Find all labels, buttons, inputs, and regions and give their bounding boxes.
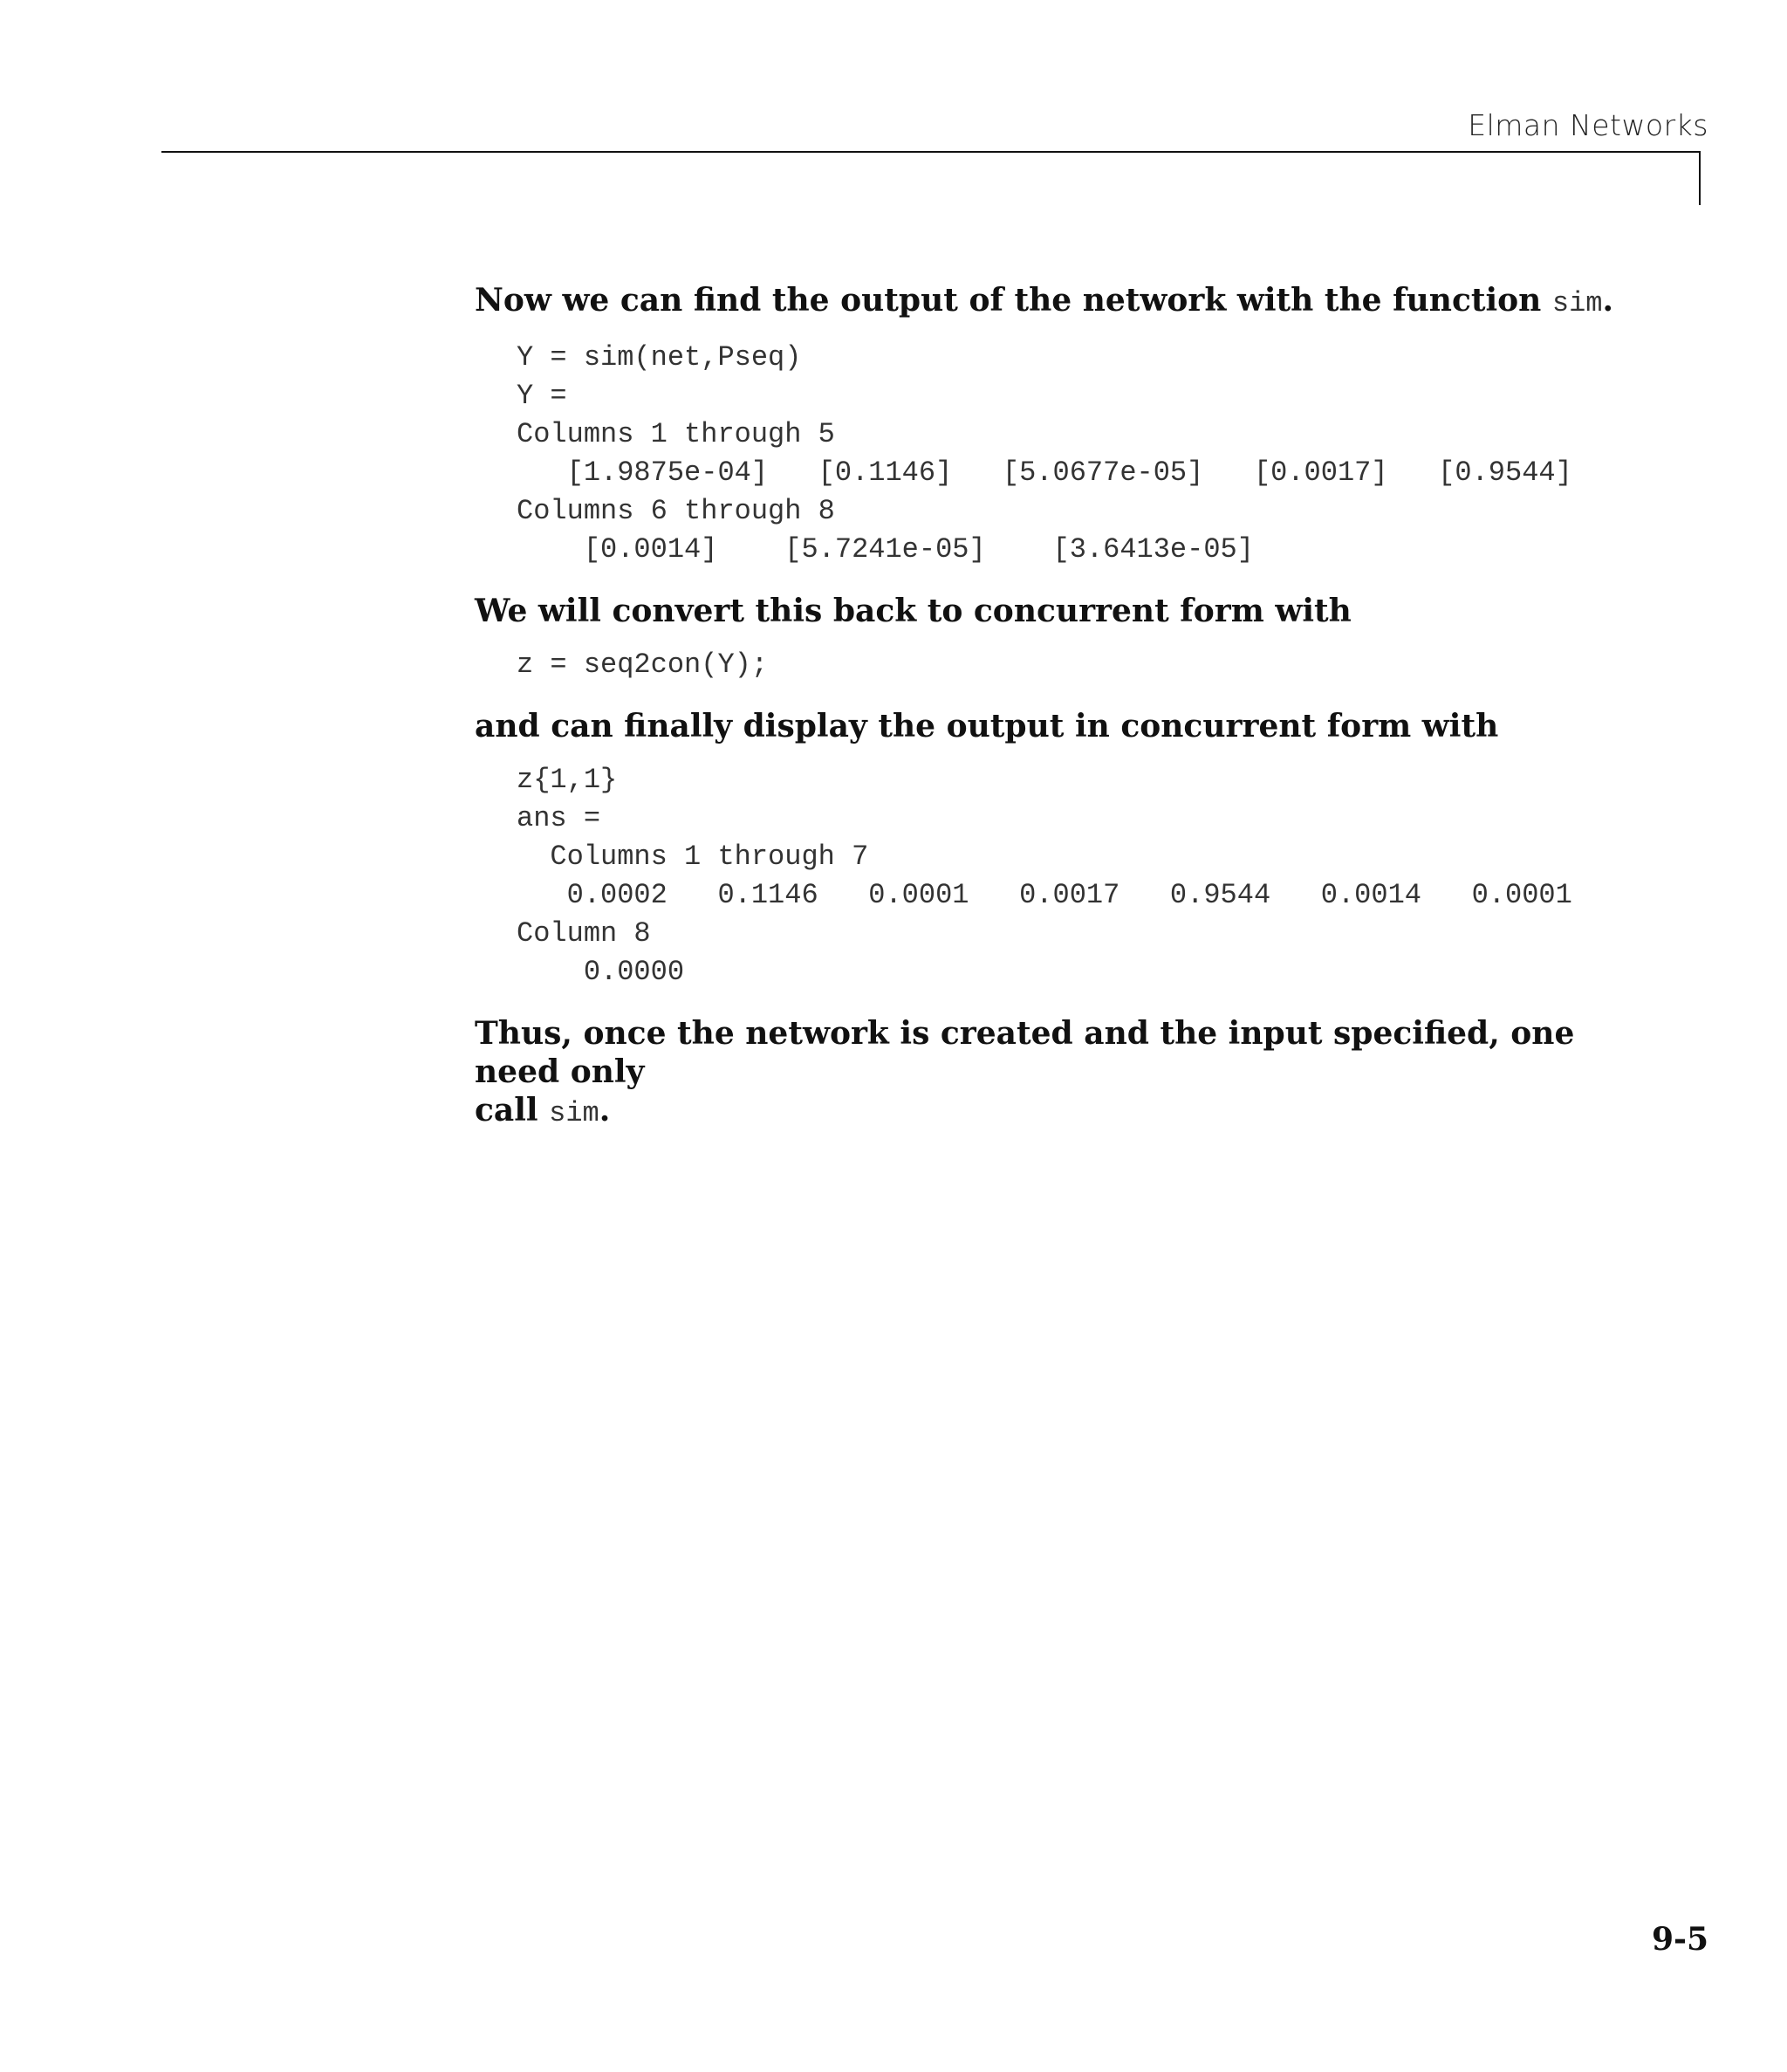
code-block-sim-output bbox=[475, 339, 1635, 569]
code-line: 0.0002 0.1146 0.0001 0.0017 0.9544 0.0014 0.0001 bbox=[517, 879, 1572, 911]
paragraph-text: call bbox=[475, 1092, 550, 1129]
code-line: [1.9875e-04] [0.1146] [5.0677e-05] [0.0017] [0.9544] bbox=[517, 456, 1572, 489]
code-line: Y = bbox=[517, 380, 567, 412]
page-body bbox=[475, 281, 1635, 1133]
paragraph-text: Now we can find the output of the network with the function bbox=[475, 282, 1552, 319]
inline-code-sim: sim bbox=[1551, 287, 1603, 319]
code-line: 0.0000 bbox=[517, 956, 685, 988]
code-line: z = seq2con(Y); bbox=[517, 648, 769, 681]
code-block-seq2con bbox=[475, 646, 1635, 684]
code-line: [0.0014] [5.7241e-05] [3.6413e-05] bbox=[517, 533, 1254, 566]
paragraph-text: Thus, once the network is created and the input specified, one need only bbox=[475, 1015, 1575, 1090]
code-line: ans = bbox=[517, 802, 601, 834]
header-rule bbox=[161, 151, 1701, 153]
code-line: Column 8 bbox=[517, 917, 651, 950]
code-line: Y = sim(net,Pseq) bbox=[517, 341, 802, 374]
page-number: 9-5 bbox=[1651, 1921, 1708, 1958]
code-block-concurrent-output bbox=[475, 761, 1635, 991]
paragraph-conclusion bbox=[475, 1014, 1635, 1133]
inline-code-sim: sim bbox=[549, 1097, 599, 1129]
running-header-title: Elman Networks bbox=[1468, 108, 1708, 142]
code-line: Columns 1 through 5 bbox=[517, 418, 835, 450]
code-line: z{1,1} bbox=[517, 764, 618, 796]
code-line: Columns 6 through 8 bbox=[517, 495, 835, 527]
paragraph-display: and can finally display the output in concurrent form with bbox=[475, 708, 1499, 744]
code-line: Columns 1 through 7 bbox=[517, 840, 869, 873]
paragraph-punctuation: . bbox=[599, 1092, 611, 1129]
paragraph-convert: We will convert this back to concurrent form with bbox=[475, 593, 1352, 629]
paragraph-punctuation: . bbox=[1602, 282, 1614, 319]
header-rule-tick bbox=[1699, 151, 1701, 205]
paragraph-sim-intro bbox=[475, 281, 1635, 323]
